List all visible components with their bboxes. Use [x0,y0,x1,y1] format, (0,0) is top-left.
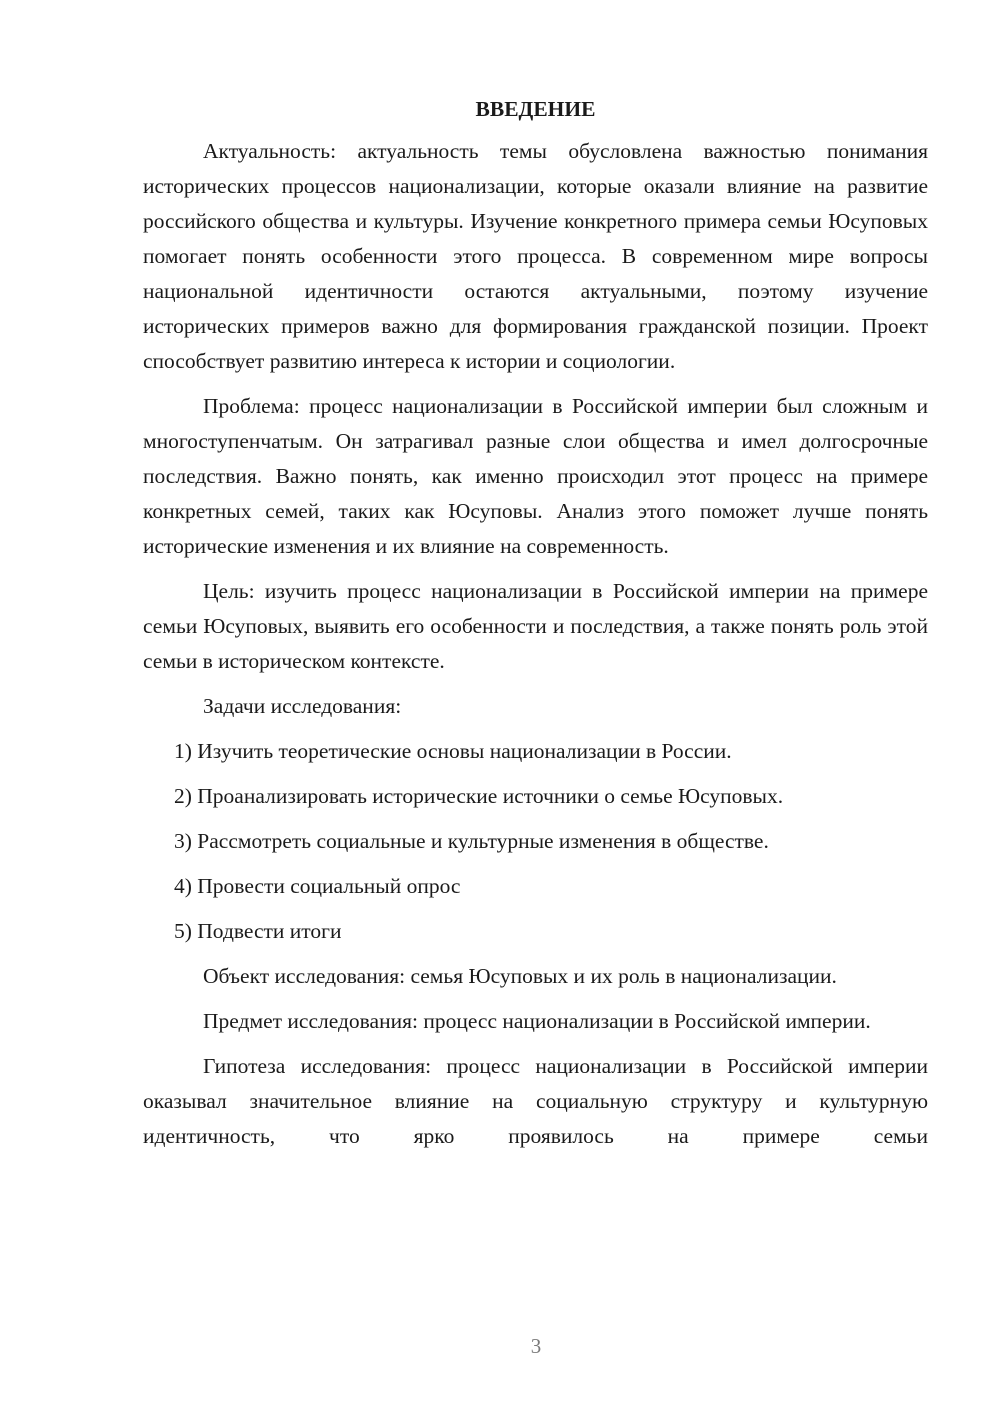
section-heading: ВВЕДЕНИЕ [475,97,596,121]
paragraph-hypothesis: Гипотеза исследования: процесс национализации в Российской империи оказывал значительное влияние на социальную структуру и культурную идентичность, что ярко проявилось на примере семьи [143,1054,928,1148]
paragraph-object: Объект исследования: семья Юсуповых и их роль в национализации. [203,964,837,988]
document-page [143,92,928,1164]
list-item: 4) Провести социальный опрос [174,874,461,898]
paragraph-goal: Цель: изучить процесс национализации в Российской империи на примере семьи Юсуповых, выявить его особенности и последствия, а также понять роль этой семьи в историческом контексте. [143,579,928,673]
list-item: 5) Подвести итоги [174,919,342,943]
paragraph-subject: Предмет исследования: процесс национализации в Российской империи. [203,1009,871,1033]
page-number: 3 [530,1334,542,1358]
list-item: 1) Изучить теоретические основы национализации в России. [174,739,732,763]
tasks-list [143,734,928,949]
paragraph-problem: Проблема: процесс национализации в Российской империи был сложным и многоступенчатым. Он затрагивал разные слои общества и имел долгосрочные последствия. Важно понять, как именно происходил этот процесс на примере конкретных семей, таких как Юсуповы. Анализ этого поможет лучше понять исторические изменения и их влияние на современность. [143,394,928,558]
tasks-heading: Задачи исследования: [203,694,402,718]
list-item: 3) Рассмотреть социальные и культурные изменения в обществе. [174,829,769,853]
list-item: 2) Проанализировать исторические источники о семье Юсуповых. [174,784,784,808]
paragraph-relevance: Актуальность: актуальность темы обусловлена важностью понимания исторических процессов национализации, которые оказали влияние на развитие российского общества и культуры. Изучение конкретного примера семьи Юсуповых помогает понять особенности этого процесса. В современном мире вопросы национальной идентичности остаются актуальными, поэтому изучение исторических примеров важно для формирования гражданской позиции. Проект способствует развитию интереса к истории и социологии. [143,139,928,373]
